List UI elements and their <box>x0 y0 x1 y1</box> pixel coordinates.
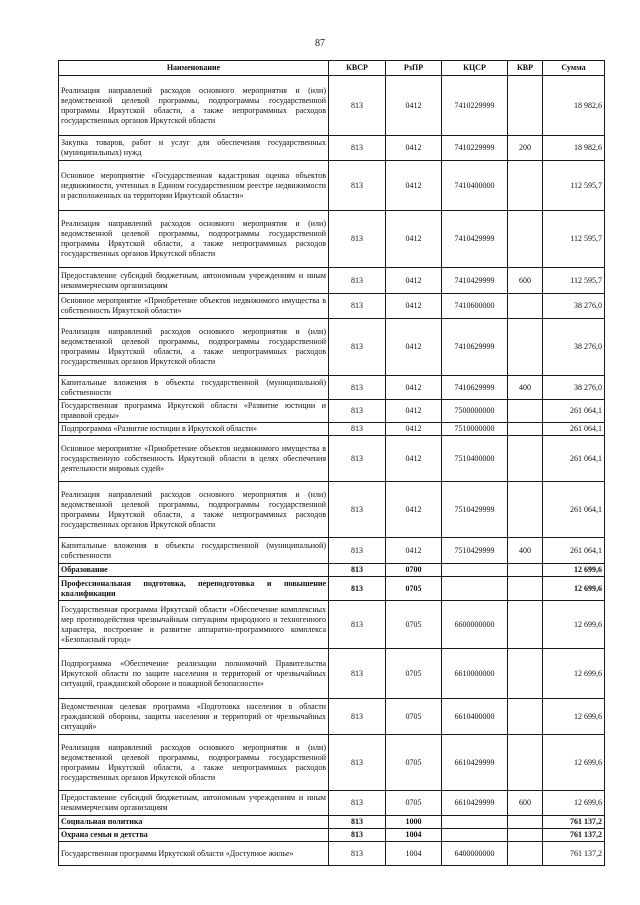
cell-sum: 261 064,1 <box>543 538 605 564</box>
cell-name: Подпрограмма «Развитие юстиции в Иркутской области» <box>59 423 329 436</box>
cell-name: Реализация направлений расходов основного мероприятия и (или) ведомственной целевой программы, подпрограммы государственной программы Иркутской области, а также непрограммных расходов государственных органов Иркутской области <box>59 735 329 791</box>
cell-kvsr: 813 <box>329 649 386 699</box>
cell-name: Закупка товаров, работ и услуг для обеспечения государственных (муниципальных) нужд <box>59 136 329 161</box>
cell-rzpr: 0412 <box>386 161 442 211</box>
cell-kvsr: 813 <box>329 842 386 866</box>
cell-rzpr: 0412 <box>386 268 442 294</box>
header-name: Наименование <box>59 61 329 76</box>
table-row <box>59 564 605 577</box>
cell-kvr <box>508 76 543 136</box>
header-rzpr: РзПР <box>386 61 442 76</box>
cell-rzpr: 0412 <box>386 211 442 268</box>
cell-name: Капитальные вложения в объекты государственной (муниципальной) собственности <box>59 538 329 564</box>
cell-rzpr: 0412 <box>386 76 442 136</box>
cell-rzpr: 0412 <box>386 376 442 400</box>
cell-sum: 261 064,1 <box>543 482 605 538</box>
cell-kvr: 200 <box>508 136 543 161</box>
header-kcsr: КЦСР <box>442 61 508 76</box>
cell-kvsr: 813 <box>329 735 386 791</box>
page-number: 87 <box>315 38 325 49</box>
cell-kcsr: 6610429999 <box>442 735 508 791</box>
cell-kvsr: 813 <box>329 791 386 816</box>
cell-kvr <box>508 211 543 268</box>
cell-rzpr: 0412 <box>386 294 442 319</box>
cell-kvr <box>508 735 543 791</box>
cell-name: Предоставление субсидий бюджетным, автономным учреждениям и иным некоммерческим организациям <box>59 791 329 816</box>
cell-rzpr: 1004 <box>386 842 442 866</box>
table-row <box>59 376 605 400</box>
cell-kvr <box>508 829 543 842</box>
table-row <box>59 735 605 791</box>
cell-kvsr: 813 <box>329 161 386 211</box>
cell-kcsr: 7410629999 <box>442 376 508 400</box>
table-row <box>59 211 605 268</box>
cell-name: Реализация направлений расходов основного мероприятия и (или) ведомственной целевой программы, подпрограммы государственной программы Иркутской области, а также непрограммных расходов государственных органов Иркутской области <box>59 482 329 538</box>
cell-rzpr: 0705 <box>386 791 442 816</box>
cell-name: Основное мероприятие «Государственная кадастровая оценка объектов недвижимости, учтенных в Едином государственном реестре недвижимости и расположенных на территории Иркутской области» <box>59 161 329 211</box>
cell-kvsr: 813 <box>329 816 386 829</box>
cell-name: Государственная программа Иркутской области «Доступное жилье» <box>59 842 329 866</box>
cell-kvsr: 813 <box>329 211 386 268</box>
table-row <box>59 816 605 829</box>
table-row <box>59 482 605 538</box>
table-row <box>59 538 605 564</box>
cell-kvsr: 813 <box>329 436 386 482</box>
table-row <box>59 649 605 699</box>
cell-kvr <box>508 400 543 423</box>
cell-name: Основное мероприятие «Приобретение объектов недвижимого имущества в государственную собственность Иркутской области в целях обеспечения деятельности мировых судей» <box>59 436 329 482</box>
cell-rzpr: 0412 <box>386 423 442 436</box>
cell-rzpr: 0412 <box>386 538 442 564</box>
cell-sum: 12 699,6 <box>543 649 605 699</box>
cell-name: Профессиональная подготовка, переподготовка и повышение квалификации <box>59 577 329 601</box>
cell-sum: 261 064,1 <box>543 400 605 423</box>
cell-name: Реализация направлений расходов основного мероприятия и (или) ведомственной целевой программы, подпрограммы государственной программы Иркутской области, а также непрограммных расходов государственных органов Иркутской области <box>59 319 329 376</box>
cell-name: Ведомственная целевая программа «Подготовка населения в области гражданской обороны, защиты населения и территорий от чрезвычайных ситуаций» <box>59 699 329 735</box>
cell-kvr: 400 <box>508 538 543 564</box>
cell-kcsr: 7510429999 <box>442 538 508 564</box>
cell-name: Основное мероприятие «Приобретение объектов недвижимого имущества в собственность Иркутской области» <box>59 294 329 319</box>
cell-kvsr: 813 <box>329 482 386 538</box>
cell-kvr: 400 <box>508 376 543 400</box>
cell-sum: 38 276,0 <box>543 376 605 400</box>
cell-rzpr: 0412 <box>386 400 442 423</box>
cell-rzpr: 1000 <box>386 816 442 829</box>
cell-kcsr: 7410400000 <box>442 161 508 211</box>
cell-kvr <box>508 577 543 601</box>
cell-kvsr: 813 <box>329 829 386 842</box>
cell-kvsr: 813 <box>329 564 386 577</box>
cell-kcsr: 7410429999 <box>442 268 508 294</box>
cell-sum: 12 699,6 <box>543 564 605 577</box>
cell-sum: 12 699,6 <box>543 601 605 649</box>
header-sum: Сумма <box>543 61 605 76</box>
cell-rzpr: 0705 <box>386 577 442 601</box>
cell-kvr <box>508 842 543 866</box>
cell-kvr <box>508 161 543 211</box>
cell-kvr <box>508 294 543 319</box>
cell-sum: 261 064,1 <box>543 423 605 436</box>
cell-kvsr: 813 <box>329 319 386 376</box>
cell-rzpr: 0412 <box>386 436 442 482</box>
cell-kvsr: 813 <box>329 423 386 436</box>
cell-kcsr: 7500000000 <box>442 400 508 423</box>
cell-rzpr: 0705 <box>386 601 442 649</box>
cell-sum: 38 276,0 <box>543 294 605 319</box>
cell-kvsr: 813 <box>329 601 386 649</box>
cell-kvsr: 813 <box>329 294 386 319</box>
cell-kvr <box>508 319 543 376</box>
cell-kcsr: 7510400000 <box>442 436 508 482</box>
cell-kvsr: 813 <box>329 400 386 423</box>
table-row <box>59 842 605 866</box>
cell-kcsr: 7410229999 <box>442 76 508 136</box>
cell-sum: 12 699,6 <box>543 791 605 816</box>
header-kvr: КВР <box>508 61 543 76</box>
cell-sum: 12 699,6 <box>543 699 605 735</box>
cell-kvr <box>508 564 543 577</box>
cell-sum: 761 137,2 <box>543 816 605 829</box>
cell-sum: 112 595,7 <box>543 211 605 268</box>
table-row <box>59 699 605 735</box>
cell-rzpr: 0705 <box>386 735 442 791</box>
cell-kcsr: 6610429999 <box>442 791 508 816</box>
cell-kvr: 600 <box>508 268 543 294</box>
cell-kvsr: 813 <box>329 699 386 735</box>
cell-kvsr: 813 <box>329 136 386 161</box>
cell-sum: 12 699,6 <box>543 577 605 601</box>
cell-kcsr: 7510000000 <box>442 423 508 436</box>
cell-rzpr: 0412 <box>386 319 442 376</box>
table-row <box>59 791 605 816</box>
table-row <box>59 268 605 294</box>
cell-name: Государственная программа Иркутской области «Развитие юстиции и правовой среды» <box>59 400 329 423</box>
cell-name: Охрана семьи и детства <box>59 829 329 842</box>
cell-kvsr: 813 <box>329 268 386 294</box>
cell-kcsr <box>442 829 508 842</box>
cell-kvr <box>508 482 543 538</box>
cell-name: Реализация направлений расходов основного мероприятия и (или) ведомственной целевой программы, подпрограммы государственной программы Иркутской области, а также непрограммных расходов государственных органов Иркутской области <box>59 76 329 136</box>
table-row <box>59 423 605 436</box>
table-row <box>59 601 605 649</box>
cell-rzpr: 1004 <box>386 829 442 842</box>
cell-rzpr: 0700 <box>386 564 442 577</box>
budget-table <box>58 60 605 866</box>
cell-kcsr: 7510429999 <box>442 482 508 538</box>
cell-name: Реализация направлений расходов основного мероприятия и (или) ведомственной целевой программы, подпрограммы государственной программы Иркутской области, а также непрограммных расходов государственных органов Иркутской области <box>59 211 329 268</box>
cell-kvr <box>508 649 543 699</box>
table-row <box>59 294 605 319</box>
table-row <box>59 76 605 136</box>
cell-kvsr: 813 <box>329 76 386 136</box>
cell-kcsr: 7410629999 <box>442 319 508 376</box>
cell-rzpr: 0412 <box>386 482 442 538</box>
cell-sum: 761 137,2 <box>543 829 605 842</box>
cell-kcsr: 6610000000 <box>442 649 508 699</box>
table-row <box>59 829 605 842</box>
table-row <box>59 319 605 376</box>
cell-name: Подпрограмма «Обеспечение реализации полномочий Правительства Иркутской области по защите населения и территорий от чрезвычайных ситуаций, гражданской обороне и пожарной безопасности» <box>59 649 329 699</box>
cell-kvsr: 813 <box>329 376 386 400</box>
cell-sum: 112 595,7 <box>543 161 605 211</box>
table-row <box>59 577 605 601</box>
table-row <box>59 161 605 211</box>
cell-name: Предоставление субсидий бюджетным, автономным учреждениям и иным некоммерческим организациям <box>59 268 329 294</box>
cell-kcsr <box>442 816 508 829</box>
cell-kcsr: 6400000000 <box>442 842 508 866</box>
cell-kcsr <box>442 564 508 577</box>
cell-sum: 12 699,6 <box>543 735 605 791</box>
cell-sum: 761 137,2 <box>543 842 605 866</box>
table-row <box>59 400 605 423</box>
cell-kcsr: 7410229999 <box>442 136 508 161</box>
cell-kvr <box>508 423 543 436</box>
cell-kvr: 600 <box>508 791 543 816</box>
cell-kcsr: 7410429999 <box>442 211 508 268</box>
cell-kvr <box>508 699 543 735</box>
cell-rzpr: 0705 <box>386 699 442 735</box>
table-row <box>59 136 605 161</box>
cell-kvr <box>508 816 543 829</box>
cell-sum: 18 982,6 <box>543 76 605 136</box>
cell-rzpr: 0412 <box>386 136 442 161</box>
table-body <box>59 76 605 866</box>
cell-name: Образование <box>59 564 329 577</box>
cell-kvr <box>508 436 543 482</box>
table-header-row <box>59 61 605 76</box>
cell-sum: 112 595,7 <box>543 268 605 294</box>
cell-kvr <box>508 601 543 649</box>
table-row <box>59 436 605 482</box>
cell-kvsr: 813 <box>329 538 386 564</box>
cell-kvsr: 813 <box>329 577 386 601</box>
cell-sum: 18 982,6 <box>543 136 605 161</box>
cell-kcsr: 6610400000 <box>442 699 508 735</box>
cell-kcsr: 6600000000 <box>442 601 508 649</box>
cell-name: Государственная программа Иркутской области «Обеспечение комплексных мер противодействия чрезвычайным ситуациям природного и техногенного характера, построение и развитие аппаратно-программного комплекса «Безопасный город» <box>59 601 329 649</box>
cell-name: Социальная политика <box>59 816 329 829</box>
cell-kcsr: 7410600000 <box>442 294 508 319</box>
header-kvsr: КВСР <box>329 61 386 76</box>
cell-sum: 38 276,0 <box>543 319 605 376</box>
cell-rzpr: 0705 <box>386 649 442 699</box>
cell-name: Капитальные вложения в объекты государственной (муниципальной) собственности <box>59 376 329 400</box>
cell-sum: 261 064,1 <box>543 436 605 482</box>
cell-kcsr <box>442 577 508 601</box>
